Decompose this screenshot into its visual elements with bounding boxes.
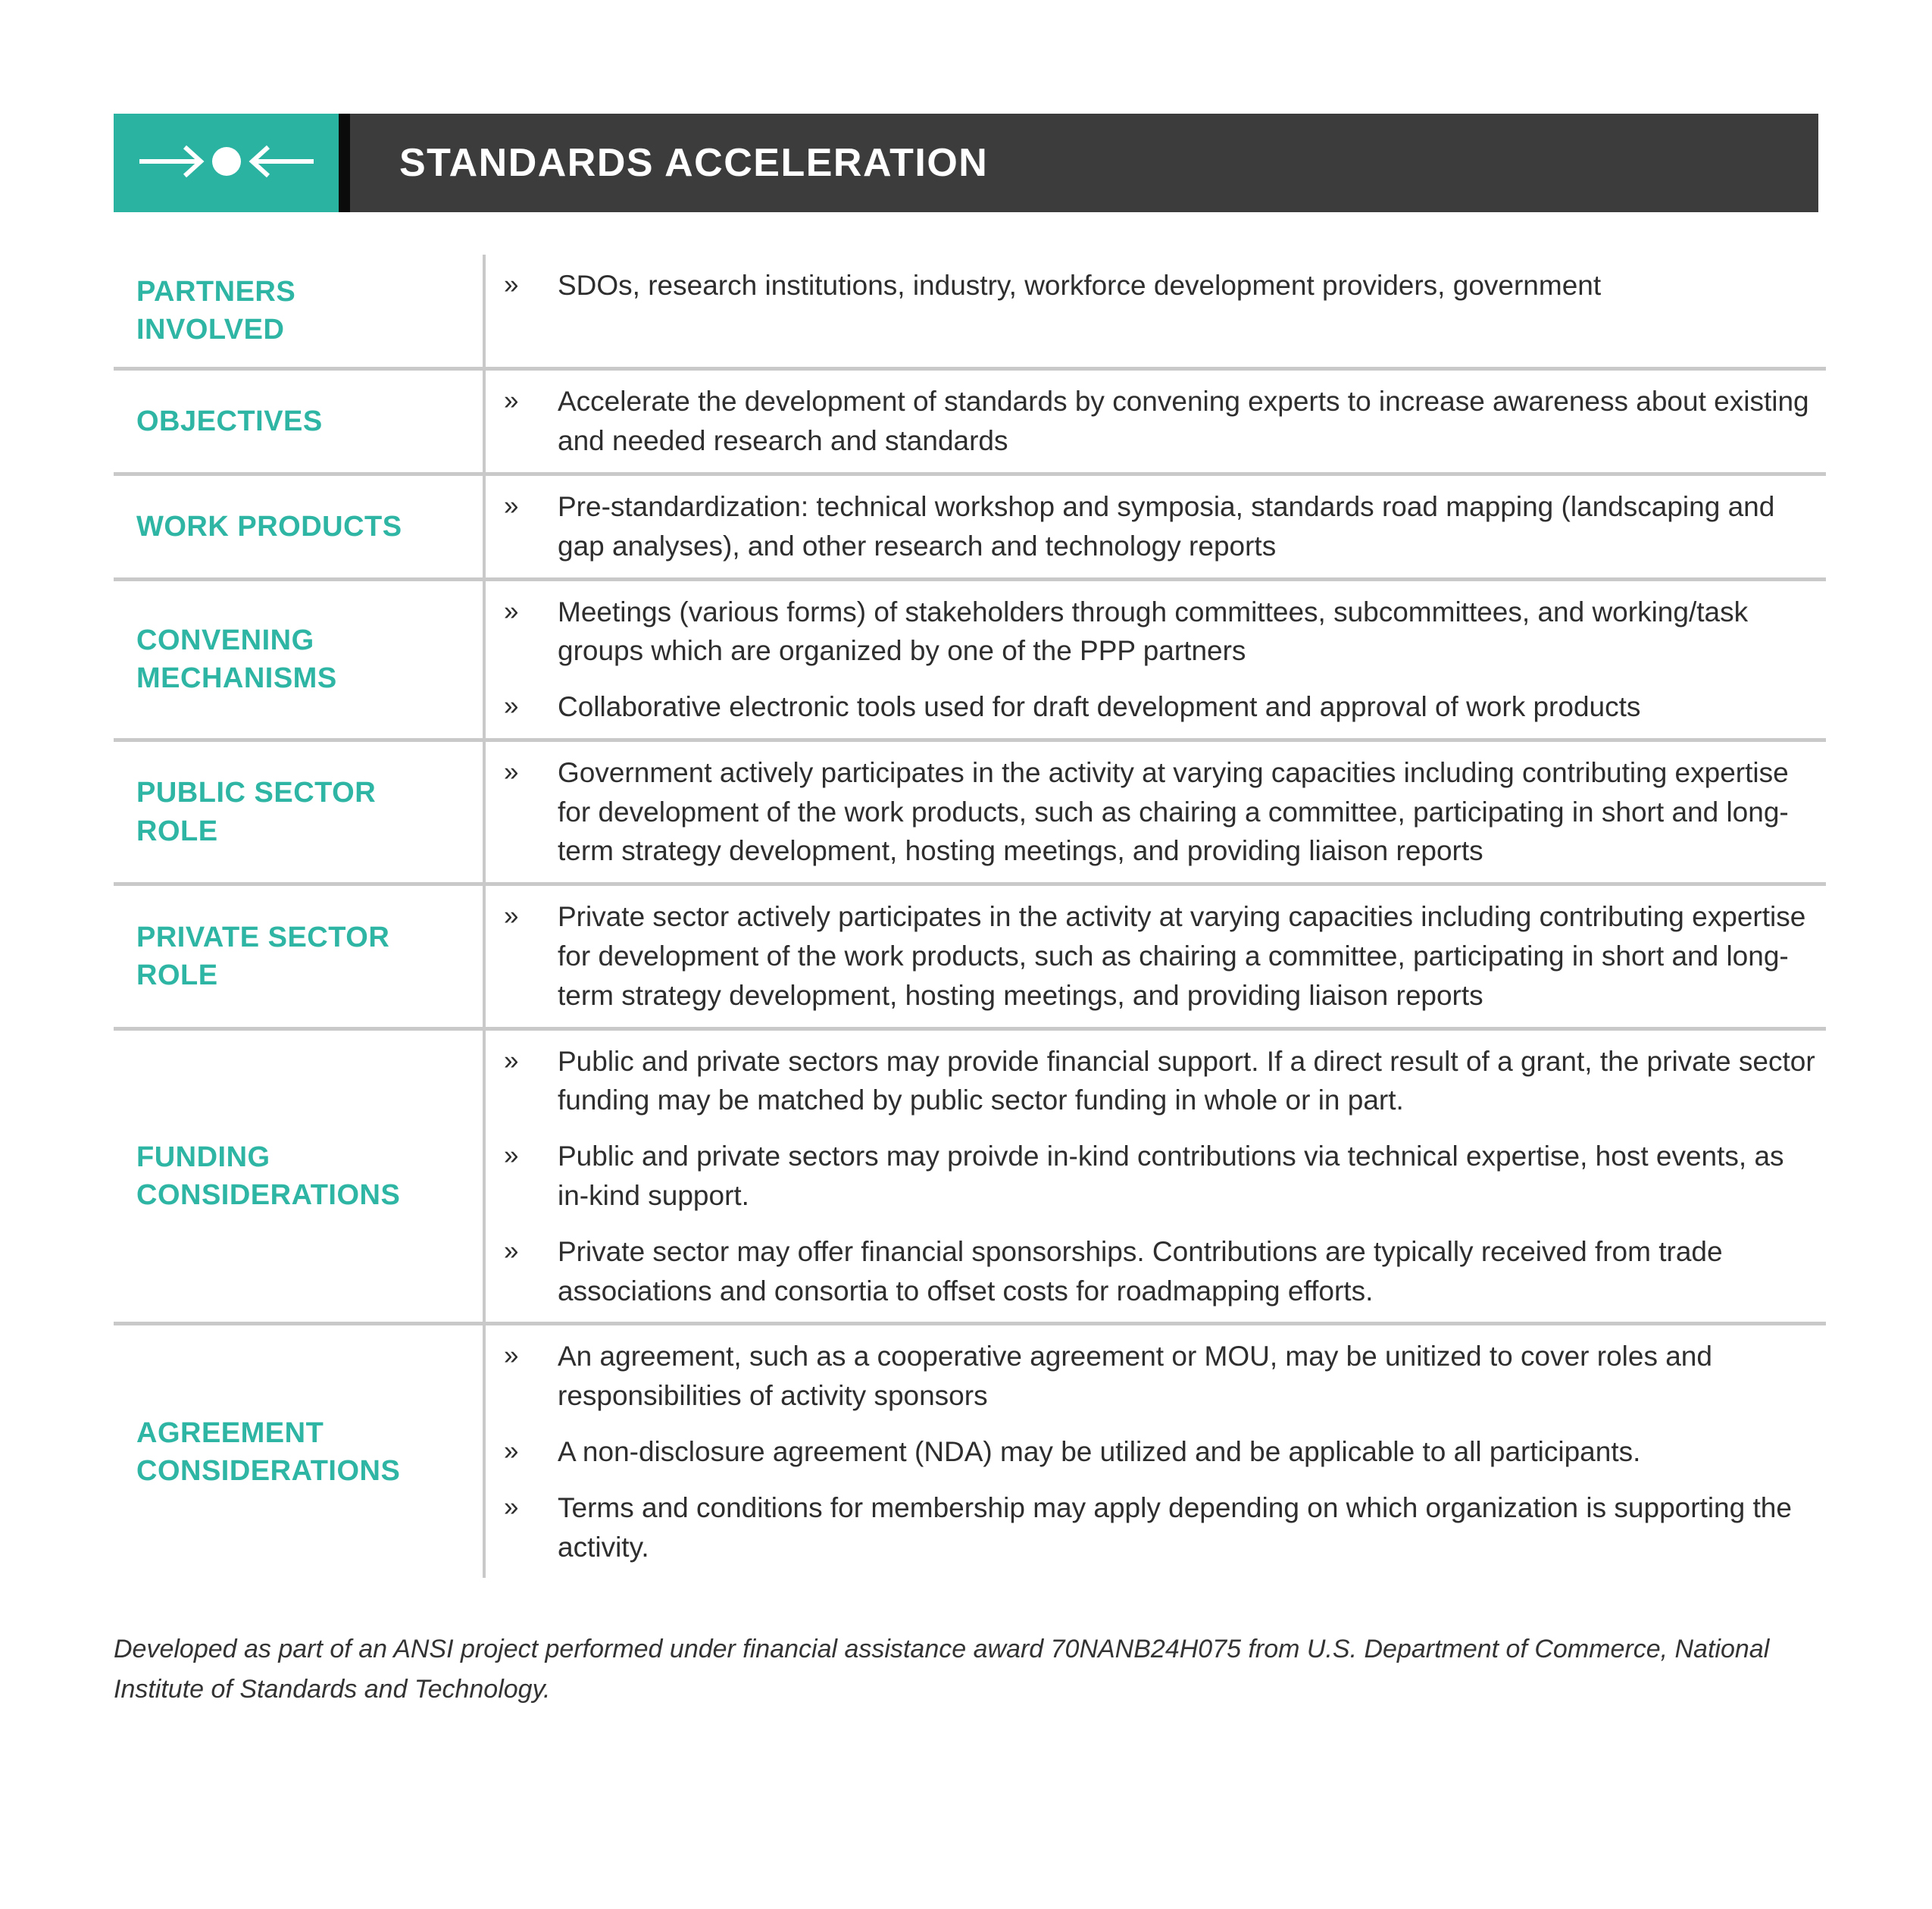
bullet-item [504, 382, 1818, 461]
row-label: PRIVATE SECTOR ROLE [136, 921, 390, 991]
bullet-text: Accelerate the development of standards by convening experts to increase awareness about existing and needed research and standards [558, 386, 1809, 457]
bullet-text: Private sector actively participates in the activity at varying capacities including contributing expertise for development of the work products, such as chairing a committee, participating in short and long-term strategy development, hosting meetings, and providing liaison reports [558, 901, 1806, 1011]
row-label: OBJECTIVES [136, 405, 323, 438]
banner-divider-strip [339, 114, 350, 212]
bullet-item [504, 1432, 1818, 1472]
table-row [114, 255, 1826, 367]
header-banner [114, 114, 1818, 212]
row-label-cell [114, 886, 483, 1026]
row-label: PUBLIC SECTOR ROLE [136, 777, 377, 847]
row-label-cell [114, 1031, 483, 1322]
bullet-list [504, 266, 1818, 305]
bullet-text: Meetings (various forms) of stakeholders through committees, subcommittees, and working/task groups which are organized by one of the PPP partners [558, 596, 1749, 667]
row-label-cell [114, 581, 483, 738]
row-label: PARTNERS INVOLVED [136, 276, 296, 346]
row-label-cell [114, 742, 483, 882]
bullet-item [504, 1488, 1818, 1567]
bullet-item [504, 1232, 1818, 1311]
row-label: FUNDING CONSIDERATIONS [136, 1141, 401, 1212]
banner-title-bar [350, 114, 1818, 212]
bullet-item [504, 1137, 1818, 1216]
banner-icon-box [114, 114, 339, 212]
table-row [114, 1027, 1826, 1322]
row-label: WORK PRODUCTS [136, 510, 402, 543]
bullet-list [504, 487, 1818, 566]
row-label-cell [114, 1325, 483, 1578]
bullet-text: An agreement, such as a cooperative agreement or MOU, may be unitized to cover roles and responsibilities of activity sponsors [558, 1341, 1712, 1412]
row-label-cell [114, 476, 483, 577]
row-label: AGREEMENT CONSIDERATIONS [136, 1416, 401, 1487]
bullet-list [504, 382, 1818, 461]
table-row [114, 738, 1826, 882]
bullet-marker-icon: » [504, 1491, 519, 1522]
bullet-list [504, 1042, 1818, 1311]
row-content-cell [486, 1031, 1826, 1322]
bullet-text: Collaborative electronic tools used for draft development and approval of work products [558, 691, 1641, 723]
bullet-marker-icon: » [504, 1436, 519, 1466]
bullet-item [504, 593, 1818, 671]
row-content-cell [486, 255, 1826, 367]
bullet-text: Private sector may offer financial sponsorships. Contributions are typically received from trade associations and consortia to offset costs for roadmapping efforts. [558, 1235, 1723, 1307]
bullet-list [504, 753, 1818, 871]
table-row [114, 882, 1826, 1026]
footer-note: Developed as part of an ANSI project performed under financial assistance award 70NANB24H075 from U.S. Department of Commerce, National Institute of Standards and Technology. [114, 1635, 1770, 1704]
bullet-item [504, 266, 1818, 305]
bullet-item [504, 897, 1818, 1015]
row-content-cell [486, 886, 1826, 1026]
bullet-item [504, 687, 1818, 727]
table-row [114, 472, 1826, 577]
partnership-table [114, 255, 1826, 1578]
bullet-marker-icon: » [504, 1141, 519, 1171]
bullet-item [504, 753, 1818, 871]
table-row [114, 1322, 1826, 1578]
row-content-cell [486, 371, 1826, 472]
bullet-marker-icon: » [504, 756, 519, 787]
row-label: CONVENING MECHANISMS [136, 624, 337, 695]
row-label-cell [114, 255, 483, 367]
bullet-text: Public and private sectors may proivde in-kind contributions via technical expertise, host events, as in-kind support. [558, 1141, 1784, 1212]
bullet-item [504, 1042, 1818, 1121]
bullet-list [504, 897, 1818, 1015]
bullet-marker-icon: » [504, 270, 519, 299]
bullet-marker-icon: » [504, 490, 519, 521]
row-content-cell [486, 476, 1826, 577]
bullet-text: SDOs, research institutions, industry, workforce development providers, government [558, 270, 1602, 301]
row-label-cell [114, 371, 483, 472]
row-content-cell [486, 742, 1826, 882]
bullet-text: A non-disclosure agreement (NDA) may be utilized and be applicable to all participants. [558, 1436, 1641, 1468]
bullet-text: Pre-standardization: technical workshop and symposia, standards road mapping (landscaping and gap analyses), and other research and technology reports [558, 490, 1775, 562]
bullet-marker-icon: » [504, 1235, 519, 1266]
bullet-marker-icon: » [504, 1341, 519, 1371]
bullet-marker-icon: » [504, 691, 519, 721]
row-content-cell [486, 581, 1826, 738]
bullet-list [504, 1337, 1818, 1566]
bullet-marker-icon: » [504, 1045, 519, 1075]
bullet-item [504, 1337, 1818, 1416]
page-title: STANDARDS ACCELERATION [399, 141, 989, 185]
row-content-cell [486, 1325, 1826, 1578]
bullet-text: Terms and conditions for membership may apply depending on which organization is supporting the activity. [558, 1491, 1792, 1563]
bullet-text: Public and private sectors may provide financial support. If a direct result of a grant, the private sector funding may be matched by public sector funding in whole or in part. [558, 1045, 1815, 1116]
bullet-list [504, 593, 1818, 727]
bullet-marker-icon: » [504, 386, 519, 416]
bullet-text: Government actively participates in the activity at varying capacities including contributing expertise for development of the work products, such as chairing a committee, participating in short and long-term strategy development, hosting meetings, and providing liaison reports [558, 756, 1789, 867]
bullet-marker-icon: » [504, 901, 519, 931]
converging-arrows-icon [138, 134, 315, 192]
table-row [114, 367, 1826, 472]
bullet-item [504, 487, 1818, 566]
table-row [114, 577, 1826, 738]
bullet-marker-icon: » [504, 596, 519, 626]
